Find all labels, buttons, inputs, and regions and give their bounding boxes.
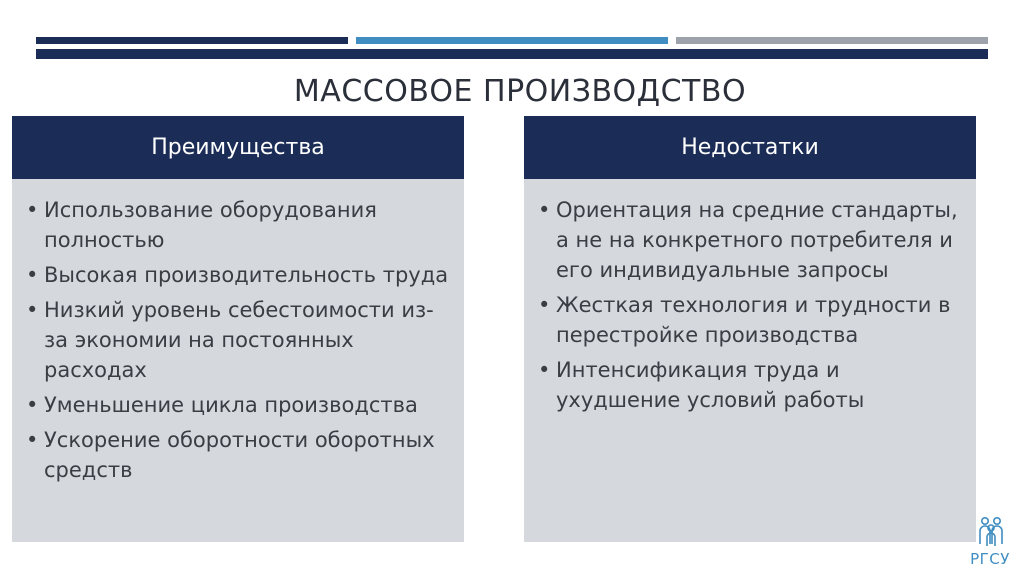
advantages-panel xyxy=(12,116,464,542)
advantage-item: • Ускорение оборотности оборотных средств xyxy=(44,425,450,485)
advantage-item: • Уменьшение цикла производства xyxy=(44,390,450,420)
disadvantages-list xyxy=(524,179,976,415)
advantage-item: • Высокая производительность труда xyxy=(44,260,450,290)
disadvantage-item: • Жесткая технология и трудности в перестройке производства xyxy=(556,290,962,350)
disadvantage-item: • Ориентация на средние стандарты, а не на конкретного потребителя и его индивидуальные запросы xyxy=(556,195,962,285)
people-icon xyxy=(978,516,1004,548)
decorative-header-bars xyxy=(36,37,988,59)
advantages-header: Преимущества xyxy=(12,116,464,179)
advantages-list xyxy=(12,179,464,485)
header-bar-long xyxy=(36,49,988,59)
disadvantages-header: Недостатки xyxy=(524,116,976,179)
university-logo xyxy=(960,516,1020,574)
disadvantage-item: • Интенсификация труда и ухудшение условий работы xyxy=(556,355,962,415)
header-bar-navy xyxy=(36,37,348,44)
advantage-item: • Использование оборудования полностью xyxy=(44,195,450,255)
disadvantages-panel xyxy=(524,116,976,542)
header-bar-blue xyxy=(356,37,668,44)
slide-title: МАССОВОЕ ПРОИЗВОДСТВО xyxy=(293,74,747,109)
header-bar-gray xyxy=(676,37,988,44)
logo-text: РГСУ xyxy=(970,550,1010,568)
advantage-item: • Низкий уровень себестоимости из-за экономии на постоянных расходах xyxy=(44,295,450,385)
